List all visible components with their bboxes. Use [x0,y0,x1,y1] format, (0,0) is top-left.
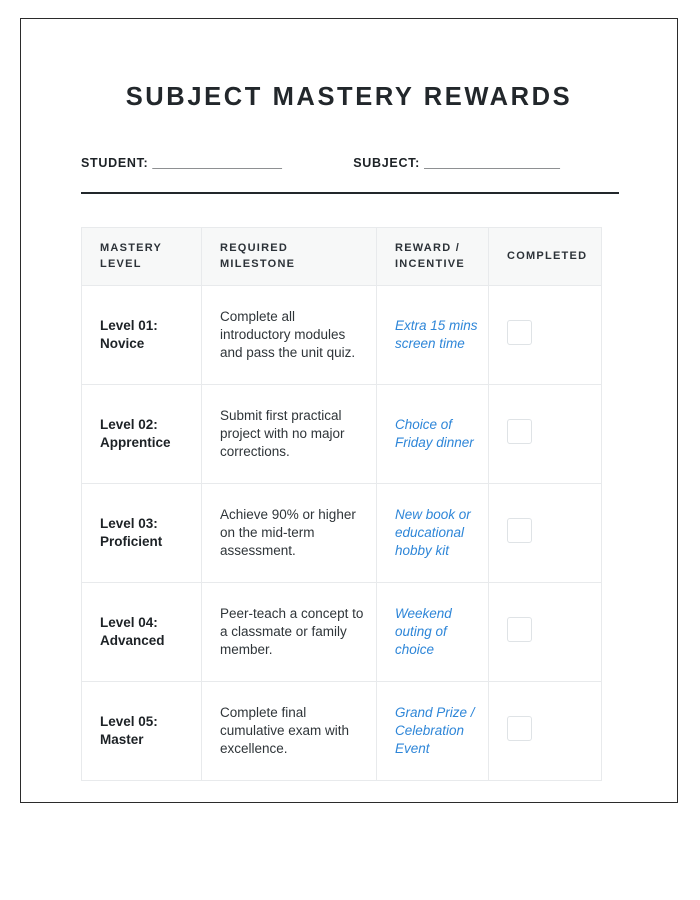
table-header-row [82,228,602,286]
table-row [82,583,602,682]
cell-milestone: Complete all introductory modules and pass the unit quiz. [202,286,377,385]
completed-checkbox[interactable] [507,320,532,345]
subject-field-rule: _____________________ [424,156,560,170]
document-body [21,19,677,781]
column-header-reward-incentive: REWARD / INCENTIVE [377,228,489,286]
table-row [82,286,602,385]
header-divider [81,192,619,194]
cell-mastery-level: Level 03: Proficient [82,484,202,583]
student-field-rule: ____________________ [152,156,282,170]
cell-completed [489,583,602,682]
completed-checkbox[interactable] [507,419,532,444]
student-field-label: STUDENT: [81,156,149,170]
table-header [82,228,602,286]
mastery-rewards-table [81,227,602,781]
completed-checkbox[interactable] [507,716,532,741]
student-field[interactable] [81,156,353,170]
cell-reward: Extra 15 mins screen time [377,286,489,385]
column-header-required-milestone: REQUIRED MILESTONE [202,228,377,286]
cell-mastery-level: Level 05: Master [82,682,202,781]
cell-reward: Choice of Friday dinner [377,385,489,484]
cell-reward: Grand Prize / Celebration Event [377,682,489,781]
table-row [82,385,602,484]
cell-mastery-level: Level 02: Apprentice [82,385,202,484]
subject-field[interactable] [353,156,619,170]
completed-checkbox[interactable] [507,518,532,543]
subject-field-label: SUBJECT: [353,156,420,170]
cell-completed [489,385,602,484]
cell-milestone: Peer-teach a concept to a classmate or family member. [202,583,377,682]
cell-milestone: Complete final cumulative exam with excellence. [202,682,377,781]
table-body [82,286,602,781]
column-header-mastery-level: MASTERY LEVEL [82,228,202,286]
cell-milestone: Achieve 90% or higher on the mid-term assessment. [202,484,377,583]
completed-checkbox[interactable] [507,617,532,642]
cell-completed [489,286,602,385]
cell-mastery-level: Level 04: Advanced [82,583,202,682]
table-row [82,682,602,781]
table-row [82,484,602,583]
cell-completed [489,484,602,583]
document-page [20,18,678,803]
student-info-row [21,156,677,170]
cell-reward: New book or educational hobby kit [377,484,489,583]
column-header-completed: COMPLETED [489,228,602,286]
cell-reward: Weekend outing of choice [377,583,489,682]
cell-completed [489,682,602,781]
cell-mastery-level: Level 01: Novice [82,286,202,385]
page-title: SUBJECT MASTERY REWARDS [125,83,573,111]
cell-milestone: Submit first practical project with no major corrections. [202,385,377,484]
